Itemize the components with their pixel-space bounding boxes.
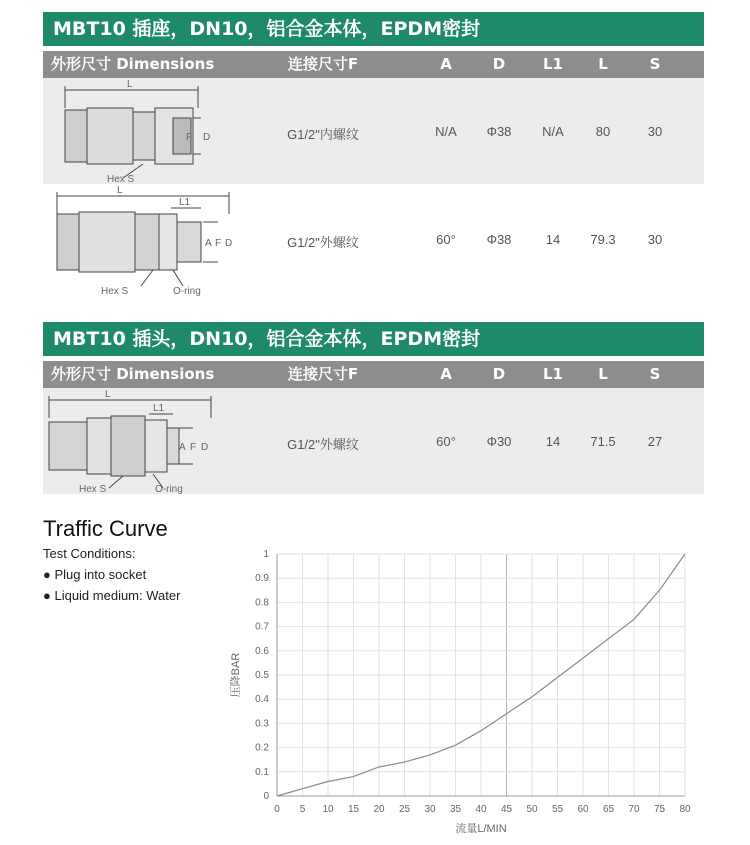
x-tick-label: 10 (322, 804, 334, 815)
header-s: S (649, 365, 661, 383)
section-title: MBT10 插头，DN10，铝合金本体，EPDM密封 (43, 322, 704, 356)
dim-label-f: F (215, 238, 222, 249)
dim-label-l1: L1 (153, 403, 165, 414)
header-dimensions: 外形尺寸 Dimensions (51, 365, 215, 383)
a-value: N/A (435, 124, 457, 139)
x-tick-label: 40 (475, 804, 487, 815)
header-a: A (440, 55, 452, 73)
s-value: 30 (647, 124, 663, 139)
header-l1: L1 (543, 55, 563, 73)
x-tick-label: 25 (398, 804, 411, 815)
dim-label-a: A (205, 238, 212, 249)
dim-label-l1: L1 (179, 197, 191, 208)
header-s: S (649, 55, 661, 73)
dim-label-hex: Hex S (101, 286, 129, 297)
dim-label-f: F (186, 132, 193, 143)
dim-label-hex: Hex S (107, 174, 135, 184)
condition-text: Liquid medium: Water (54, 588, 181, 603)
header-l: L (598, 55, 608, 73)
l1-value: 14 (545, 232, 561, 247)
dim-label-l: L (127, 79, 133, 90)
traffic-curve-chart (225, 540, 705, 840)
socket-male-drawing (43, 184, 243, 302)
x-axis-label: 流量L/MIN (455, 823, 507, 835)
table-row (43, 184, 704, 302)
y-tick-label: 0.2 (255, 742, 269, 754)
y-tick-label: 0.7 (255, 621, 269, 633)
traffic-title: Traffic Curve (43, 516, 168, 541)
condition-bullet: ● Plug into socket (43, 567, 147, 582)
d-value: Φ38 (486, 232, 512, 247)
socket-female-drawing (43, 78, 243, 184)
x-tick-label: 75 (653, 804, 666, 815)
x-tick-label: 70 (628, 804, 640, 815)
dim-label-hex: Hex S (79, 484, 107, 494)
y-tick-label: 1 (263, 549, 269, 560)
d-value: Φ30 (486, 434, 512, 449)
x-tick-label: 15 (347, 804, 360, 815)
y-tick-label: 0 (263, 791, 269, 802)
header-connection: 连接尺寸F (287, 55, 359, 73)
dim-label-d: D (203, 132, 211, 143)
x-tick-label: 30 (424, 804, 436, 815)
plug-drawing (43, 388, 243, 494)
y-tick-label: 0.8 (255, 597, 269, 609)
dim-label-f: F (190, 442, 197, 453)
header-l1: L1 (543, 365, 563, 383)
y-tick-label: 0.4 (255, 694, 269, 706)
dim-label-oring: O-ring (173, 286, 201, 297)
table-row (43, 388, 704, 494)
dim-label-d: D (225, 238, 233, 249)
x-tick-label: 35 (449, 804, 462, 815)
l-value: 71.5 (590, 434, 616, 449)
y-tick-label: 0.1 (255, 766, 269, 778)
y-tick-label: 0.6 (255, 645, 269, 657)
condition-bullet: ● Liquid medium: Water (43, 588, 181, 603)
section-title: MBT10 插座，DN10，铝合金本体，EPDM密封 (43, 12, 704, 46)
x-tick-label: 55 (551, 804, 564, 815)
y-axis-label: 压降BAR (230, 652, 242, 698)
l1-value: N/A (542, 124, 564, 139)
l1-value: 14 (545, 434, 561, 449)
connection-value: G1/2"外螺纹 (287, 437, 359, 452)
x-tick-label: 80 (679, 804, 691, 815)
connection-value: G1/2"外螺纹 (287, 235, 359, 250)
x-tick-label: 45 (500, 804, 513, 815)
s-value: 30 (647, 232, 663, 247)
x-tick-label: 50 (526, 804, 538, 815)
connection-value: G1/2"内螺纹 (287, 127, 359, 142)
condition-text: Plug into socket (54, 567, 147, 582)
a-value: 60° (436, 434, 456, 449)
l-value: 80 (595, 124, 611, 139)
x-tick-label: 20 (373, 804, 385, 815)
header-connection: 连接尺寸F (287, 365, 359, 383)
table-header (43, 361, 704, 388)
a-value: 60° (436, 232, 456, 247)
dim-label-a: A (179, 442, 186, 453)
x-tick-label: 65 (602, 804, 615, 815)
header-dimensions: 外形尺寸 Dimensions (51, 55, 215, 73)
table-header (43, 51, 704, 78)
table-row (43, 78, 704, 184)
section-socket (43, 12, 704, 312)
x-tick-label: 60 (577, 804, 589, 815)
x-tick-label: 0 (274, 804, 280, 815)
header-l: L (598, 365, 608, 383)
l-value: 79.3 (590, 232, 616, 247)
y-tick-label: 0.9 (255, 573, 269, 585)
header-d: D (492, 55, 506, 73)
dim-label-l: L (117, 185, 123, 196)
s-value: 27 (647, 434, 663, 449)
dim-label-l: L (105, 389, 111, 400)
y-tick-label: 0.5 (255, 670, 269, 681)
header-a: A (440, 365, 452, 383)
y-tick-label: 0.3 (255, 718, 269, 730)
test-conditions-label: Test Conditions: (43, 546, 136, 561)
x-tick-label: 5 (299, 804, 306, 815)
section-plug (43, 322, 704, 494)
header-d: D (492, 365, 506, 383)
dim-label-d: D (201, 442, 209, 453)
dim-label-oring: O-ring (155, 484, 183, 494)
d-value: Φ38 (486, 124, 512, 139)
